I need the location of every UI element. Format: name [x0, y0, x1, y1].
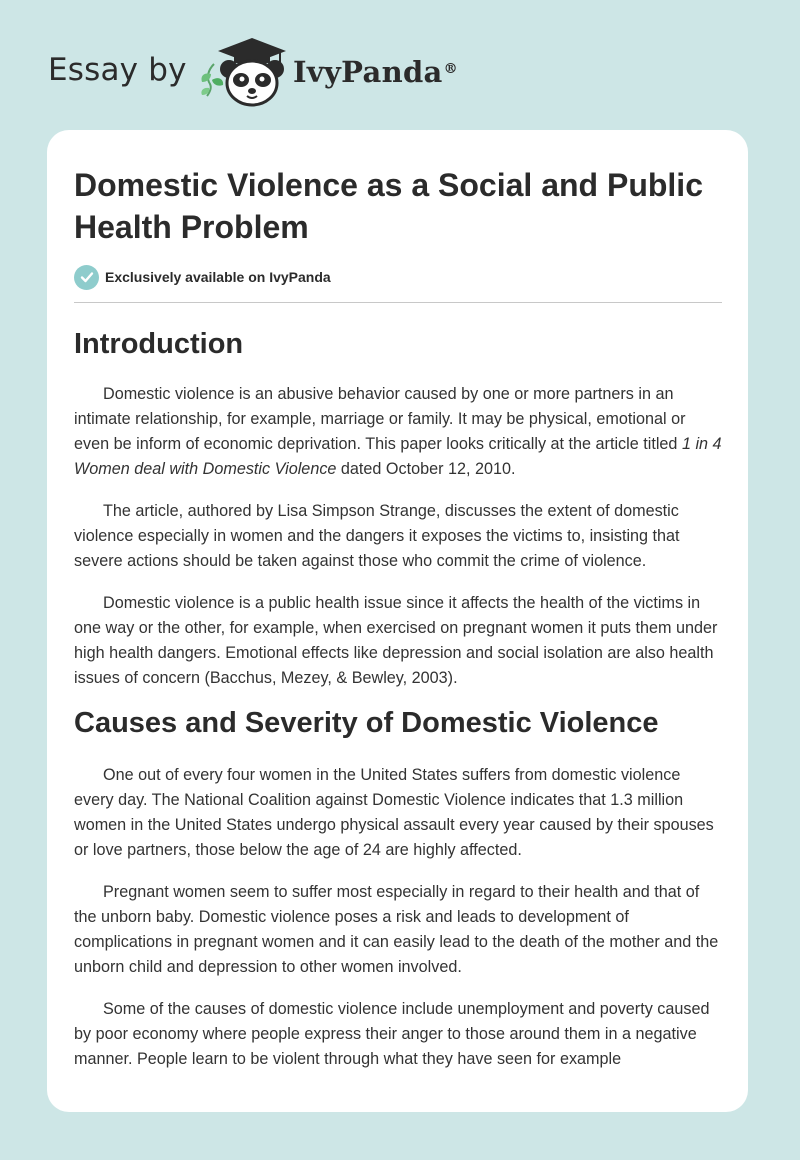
paragraph: Some of the causes of domestic violence include unemployment and poverty caused by poor economy where people express their anger to those around them in a negative manner. People learn to be violent through what they have seen for example: [74, 1000, 710, 1068]
article-body: [74, 320, 722, 1072]
title-divider: [74, 302, 722, 303]
paragraph: Domestic violence is a public health issue since it affects the health of the victims in one way or the other, for example, when exercised on pregnant women it puts them under high health dangers. Emotional effects like depression and social isolation are also health issues of concern (Bacchus, Mezey, & Bewley, 2003).: [74, 594, 718, 687]
exclusive-badge: [74, 264, 331, 290]
brand-name: IvyPanda: [293, 55, 443, 89]
paragraph: [74, 382, 722, 482]
section-heading-causes: Causes and Severity of Domestic Violence: [74, 707, 659, 739]
article-title-reference: 1 in 4 Women deal with Domestic Violence: [74, 435, 722, 478]
registered-mark: ®: [443, 61, 458, 77]
paragraph: The article, authored by Lisa Simpson Strange, discusses the extent of domestic violence especially in women and the dangers it exposes the victims to, insisting that severe actions should be taken against those who commit the crime of violence.: [74, 502, 680, 570]
paragraph-text: dated October 12, 2010.: [336, 460, 516, 478]
paragraph-text: Domestic violence is an abusive behavior caused by one or more partners in an intimate relationship, for example, marriage or family. It may be physical, emotional or even be inform of economic deprivation. This paper looks critically at the article titled: [74, 385, 686, 453]
article-card: [47, 130, 748, 1112]
check-circle-icon: [74, 265, 99, 290]
panda-graduate-icon: [214, 36, 290, 108]
section-heading-introduction: Introduction: [74, 328, 244, 360]
article-title: Domestic Violence as a Social and Public Health Problem: [74, 167, 703, 245]
paragraph: One out of every four women in the United States suffers from domestic violence every day. The National Coalition against Domestic Violence indicates that 1.3 million women in the United States undergo physical assault every year caused by their spouses or love partners, those below the age of 24 are highly affected.: [74, 766, 714, 859]
site-header: [0, 0, 800, 130]
essay-by-label: Essay by: [48, 52, 187, 88]
exclusive-badge-label: Exclusively available on IvyPanda: [105, 269, 331, 285]
paragraph: Pregnant women seem to suffer most especially in regard to their health and that of the unborn baby. Domestic violence poses a risk and leads to development of complications in pregnant women and it can easily lead to the death of the mother and the unborn child and depression to other women involved.: [74, 883, 719, 976]
brand-logo-text: [293, 52, 458, 92]
